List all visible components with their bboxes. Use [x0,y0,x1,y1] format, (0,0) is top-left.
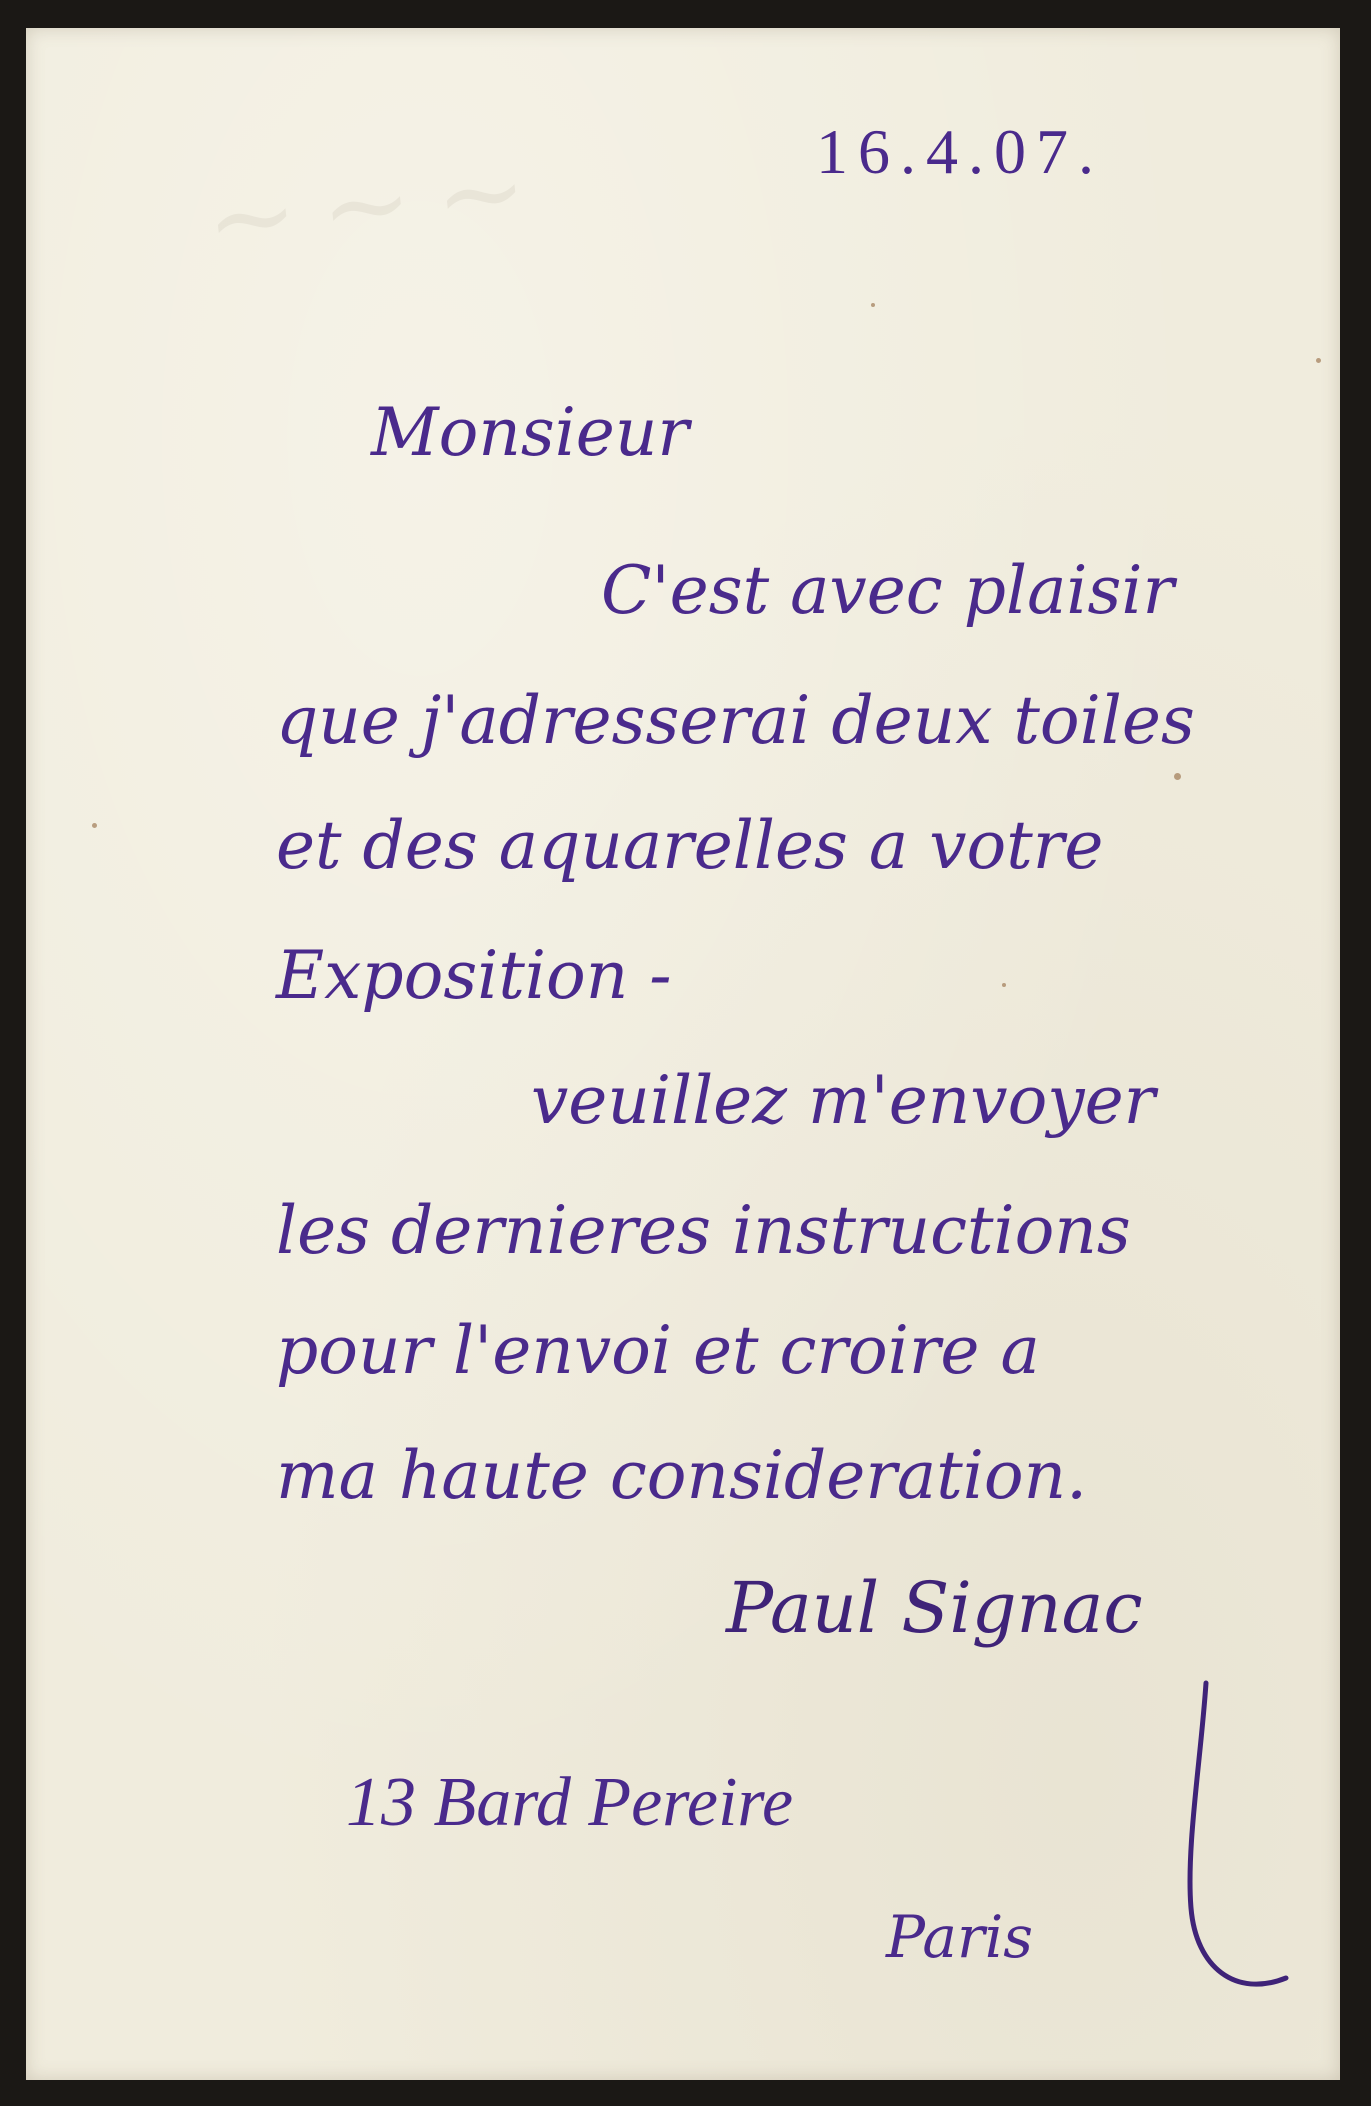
letter-body-line-2: que j'adresserai deux toiles [276,682,1195,759]
paper-speck [92,823,97,828]
letter-body-line-1: C'est avec plaisir [601,552,1175,629]
paper-speck [1002,983,1006,987]
letter-card [26,28,1340,2080]
letter-address: 13 Bard Pereire [346,1764,794,1841]
signature-flourish-icon [1166,1678,1296,2008]
letter-body-line-4: Exposition - [276,937,672,1014]
letter-signature: Paul Signac [726,1567,1143,1649]
letter-salutation: Monsieur [371,394,689,471]
paper-speck [871,303,875,307]
letter-city: Paris [886,1903,1034,1971]
paper-speck [1316,358,1321,363]
letter-body-line-5: veuillez m'envoyer [531,1062,1156,1139]
letter-body-line-7: pour l'envoi et croire a [276,1312,1040,1389]
letter-body-line-8: ma haute consideration. [276,1437,1088,1514]
faded-letterhead-mark: ~ ~ ~ [199,125,528,286]
letter-date: 16.4.07. [816,116,1104,187]
paper-speck [1174,773,1181,780]
letter-body-line-6: les dernieres instructions [276,1192,1131,1269]
letter-body-line-3: et des aquarelles a votre [276,807,1104,884]
